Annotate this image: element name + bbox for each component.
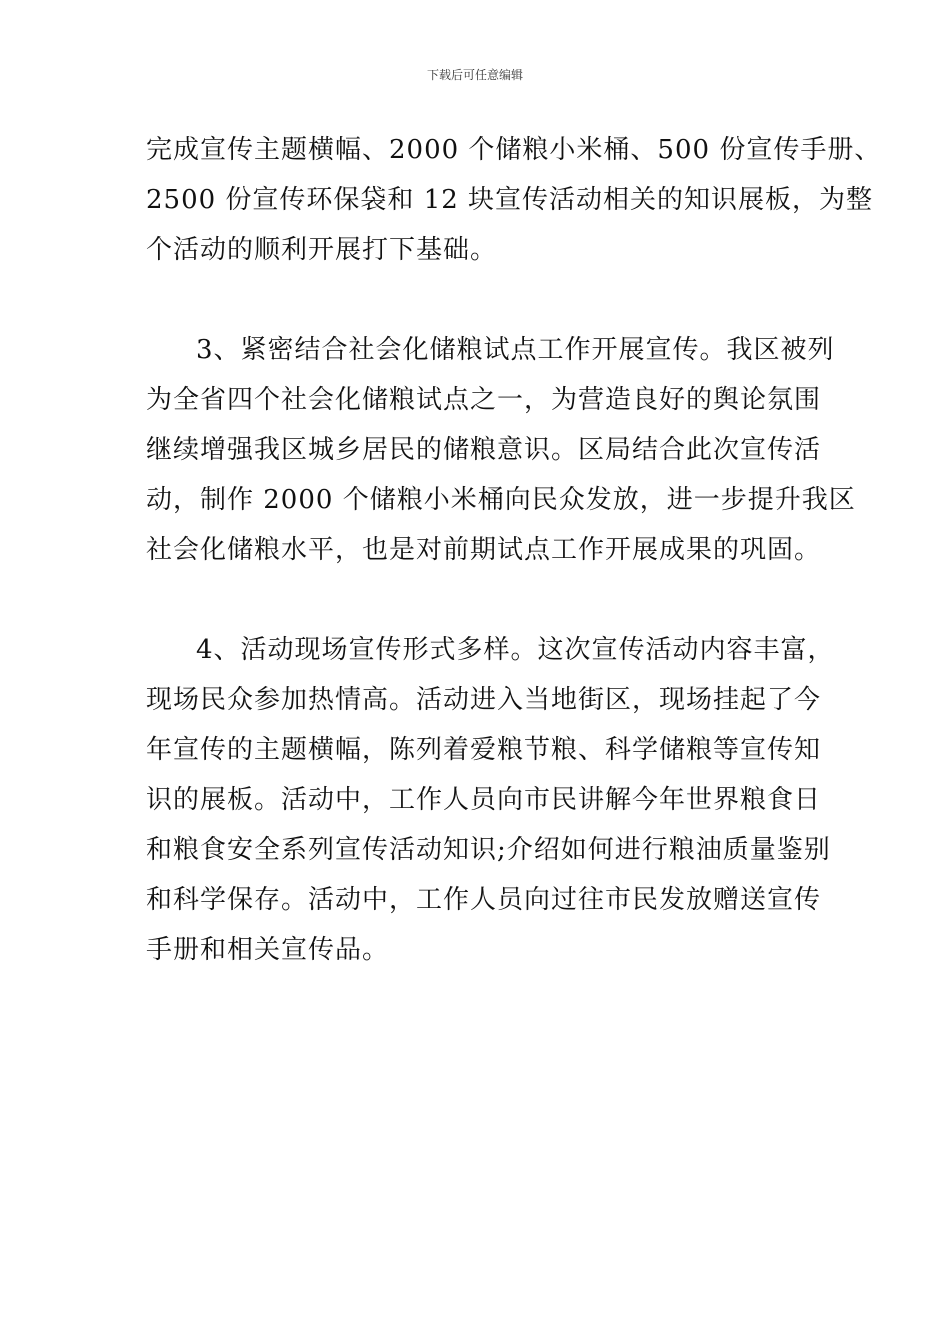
para2-line-3: 继续增强我区城乡居民的储粮意识。区局结合此次宣传活 — [146, 435, 822, 465]
para1-line-1: 完成宣传主题横幅、2000 个储粮小米桶、500 份宣传手册、 — [146, 135, 882, 165]
para2-line-2: 为全省四个社会化储粮试点之一，为营造良好的舆论氛围 — [146, 385, 822, 415]
para2-line-5: 社会化储粮水平，也是对前期试点工作开展成果的巩固。 — [146, 535, 822, 565]
para3-line-1: 4、活动现场宣传形式多样。这次宣传活动内容丰富， — [196, 635, 835, 665]
para3-line-2: 现场民众参加热情高。活动进入当地街区，现场挂起了今 — [146, 685, 822, 715]
para3-line-7: 手册和相关宣传品。 — [146, 935, 390, 965]
para2-line-1: 3、紧密结合社会化储粮试点工作开展宣传。我区被列 — [196, 335, 835, 365]
para1-line-3: 个活动的顺利开展打下基础。 — [146, 235, 498, 265]
para3-line-6: 和科学保存。活动中，工作人员向过往市民发放赠送宣传 — [146, 885, 822, 915]
para3-line-3: 年宣传的主题横幅，陈列着爱粮节粮、科学储粮等宣传知 — [146, 735, 822, 765]
header-note: 下载后可任意编辑 — [426, 68, 523, 82]
para2-line-4: 动，制作 2000 个储粮小米桶向民众发放，进一步提升我区 — [146, 485, 856, 515]
para3-line-5: 和粮食安全系列宣传活动知识;介绍如何进行粮油质量鉴别 — [146, 835, 831, 865]
para1-line-2: 2500 份宣传环保袋和 12 块宣传活动相关的知识展板，为整 — [146, 185, 874, 215]
para3-line-4: 识的展板。活动中，工作人员向市民讲解今年世界粮食日 — [146, 785, 822, 815]
